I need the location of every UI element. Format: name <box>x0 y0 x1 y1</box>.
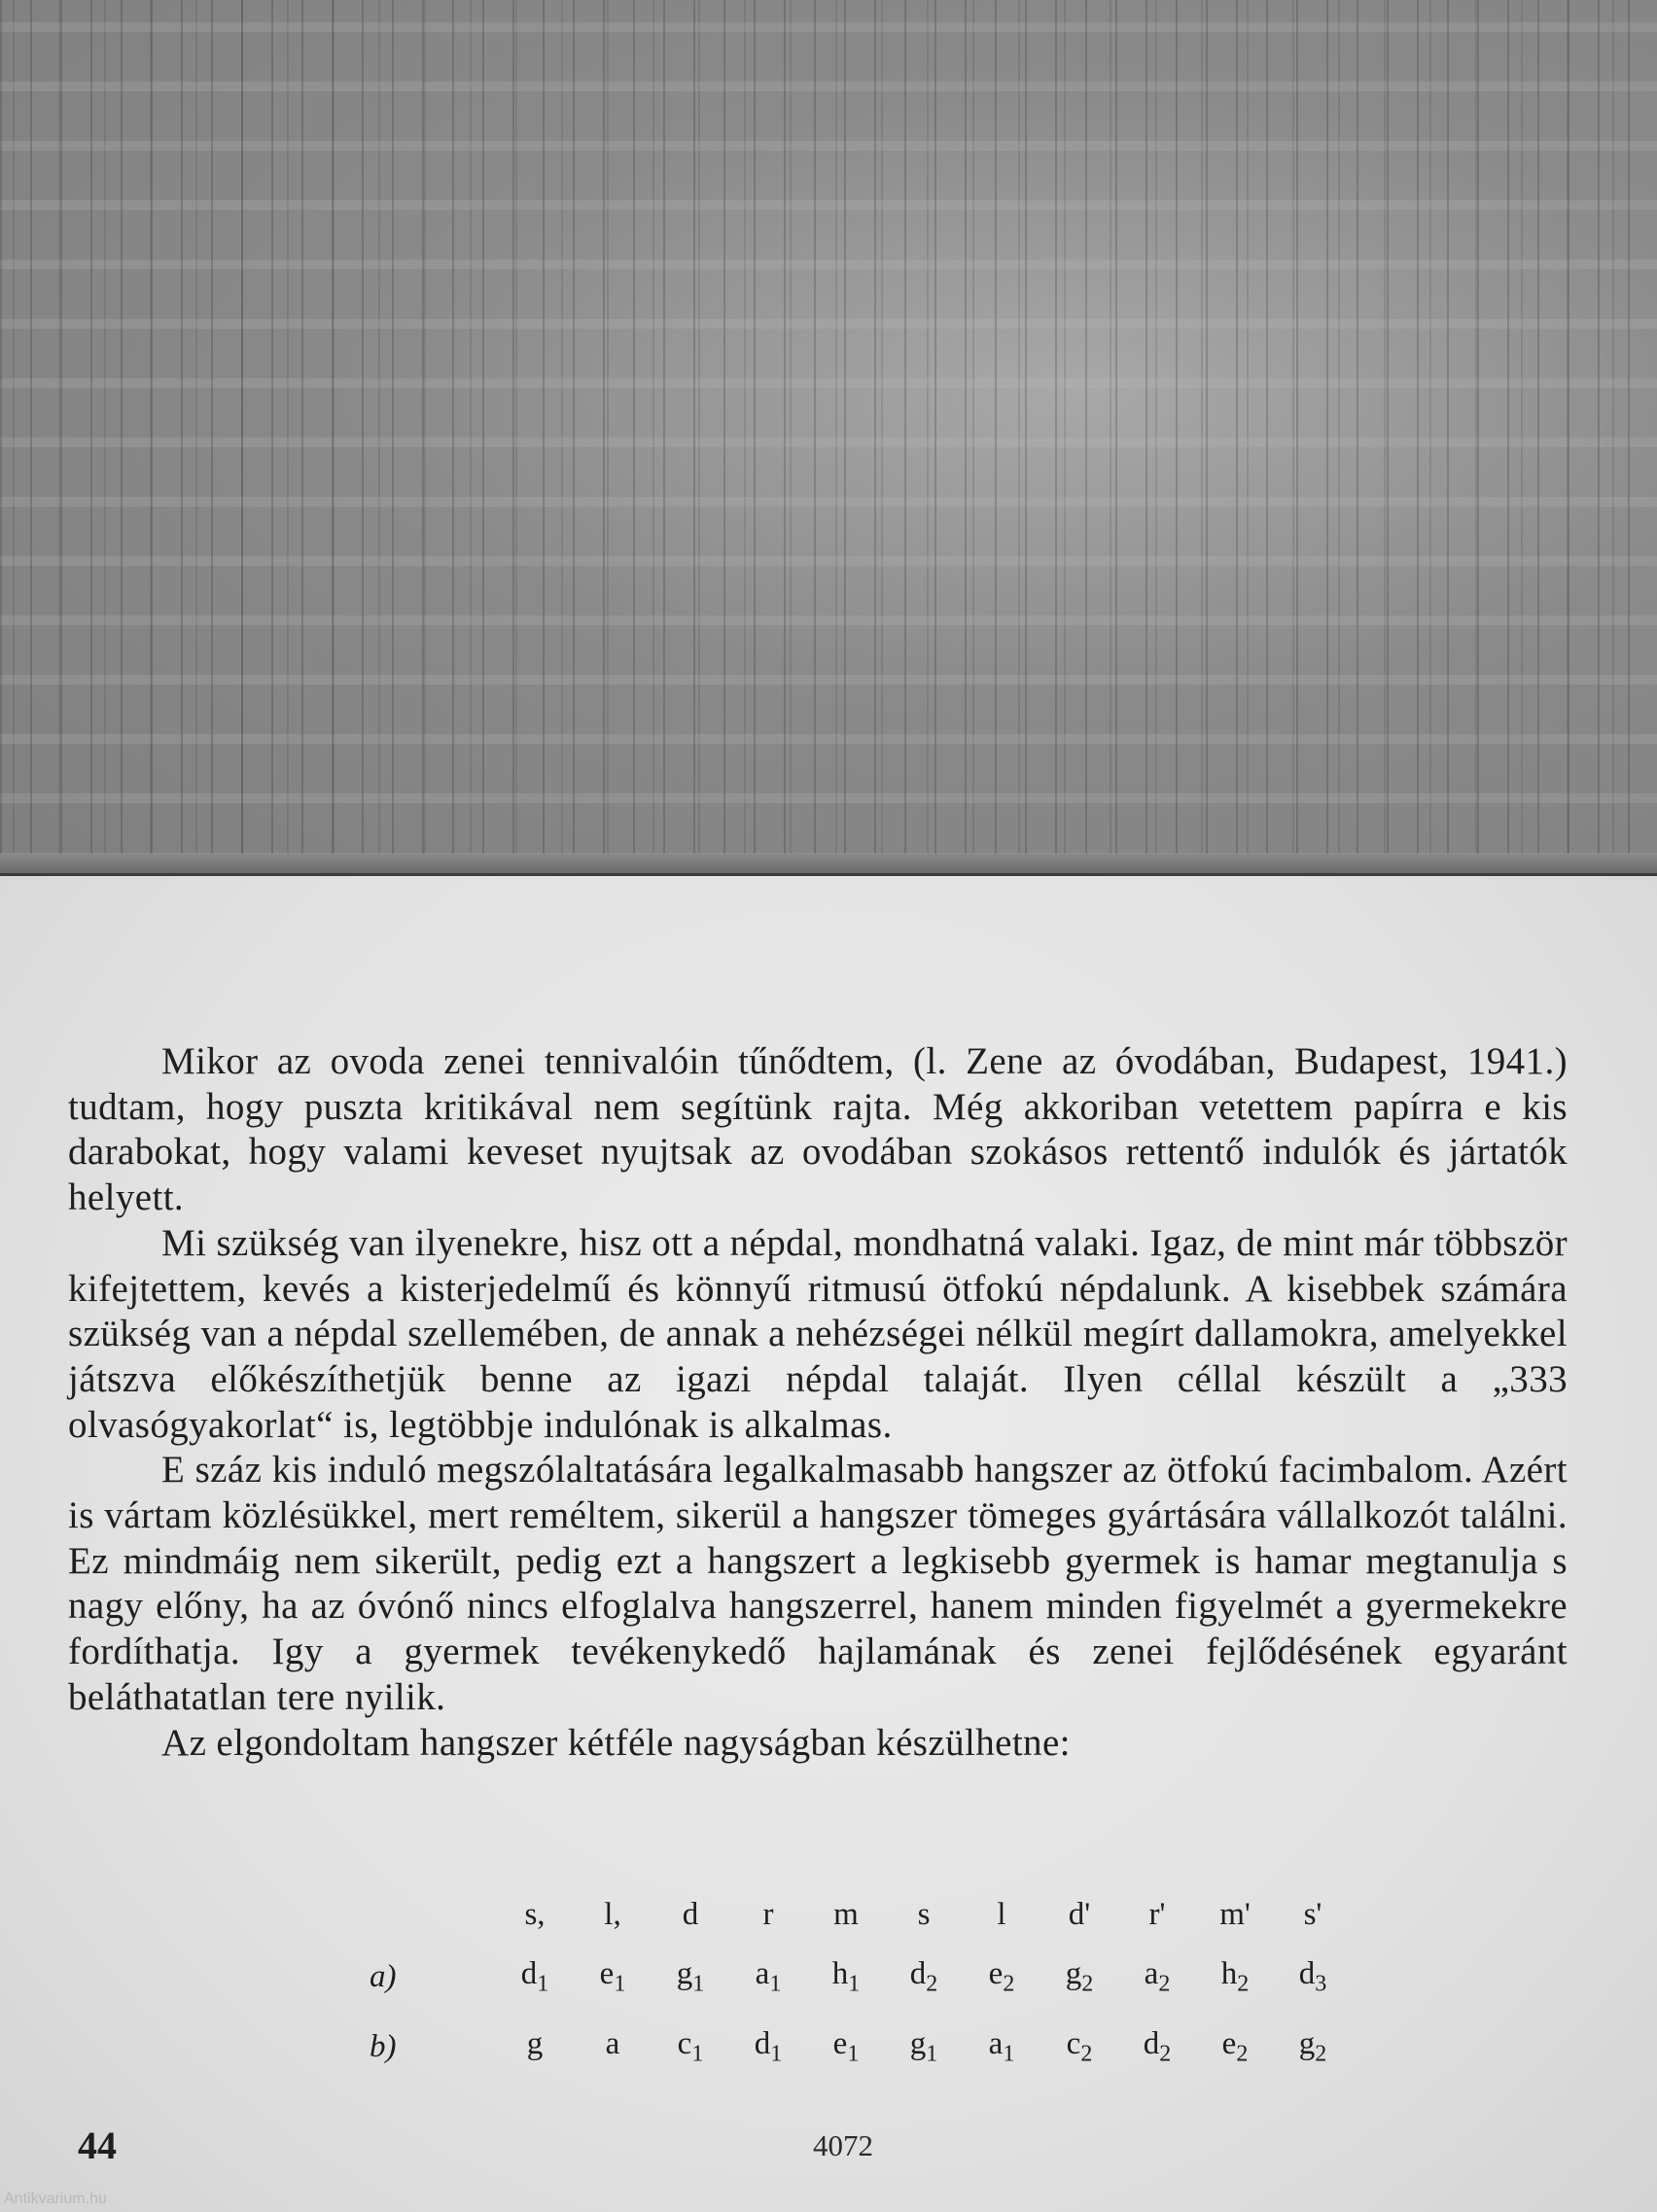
note-cell <box>807 2012 885 2082</box>
solfege-cell: r <box>762 1896 774 1932</box>
note-octave: 1 <box>614 1971 626 1997</box>
solfege-cell: s <box>917 1896 931 1932</box>
note-octave: 2 <box>1003 1971 1015 1997</box>
note-cell <box>963 1942 1040 2012</box>
note-cell <box>1274 1942 1352 2012</box>
note-cell <box>652 2012 729 2082</box>
solfege-cell: s, <box>524 1896 546 1932</box>
note-letter: d <box>1298 1955 1316 1991</box>
paragraph-2: Mi szükség van ilyenekre, hisz ott a népdal, mondhatná valaki. Igaz, de mint már többször kifejtettem, kevés a kisterjedelmű és könnyű ritmusú ötfokú népdalunk. A kisebbek számára szükség van a népdal szellemében, de annak a nehézségei nélkül megírt dallamokra, amelyekkel játszva előkészíthetjük benne az igazi népdal talaját. Ilyen céllal készült a „333 olvasógyakorlat“ is, legtöbbje indulónak is alkalmas. <box>68 1221 1568 1446</box>
print-code: 4072 <box>813 2128 873 2162</box>
note-letter: d <box>754 2025 771 2061</box>
note-letter: a <box>605 2025 620 2061</box>
note-octave: 1 <box>770 2041 783 2067</box>
note-cell <box>1040 2012 1118 2082</box>
note-octave: 1 <box>848 1971 861 1997</box>
note-scale-table <box>331 1887 1352 2082</box>
solfege-cell: r' <box>1148 1896 1166 1932</box>
note-letter: c <box>677 2025 692 2061</box>
row-label-b: b) <box>370 2028 397 2064</box>
note-octave: 2 <box>1081 1971 1094 1997</box>
note-octave: 2 <box>1315 2041 1327 2067</box>
note-octave: 2 <box>1237 1971 1250 1997</box>
book-page <box>0 873 1657 2212</box>
solfege-cell: l, <box>604 1896 621 1932</box>
note-cell <box>652 1942 729 2012</box>
note-letter: e <box>1221 2025 1237 2061</box>
note-octave: 1 <box>926 2041 938 2067</box>
note-cell <box>496 2012 574 2082</box>
note-octave: 2 <box>1159 2041 1172 2067</box>
note-octave: 3 <box>1315 1971 1327 1997</box>
note-letter: e <box>988 1955 1004 1991</box>
note-letter: d <box>909 1955 927 1991</box>
note-cell <box>1196 1942 1274 2012</box>
note-cell <box>1274 2012 1352 2082</box>
note-cell <box>963 2012 1040 2082</box>
note-letter: g <box>526 2025 544 2061</box>
note-letter: a <box>755 1955 770 1991</box>
note-cell <box>574 1942 652 2012</box>
note-cell <box>1118 1942 1196 2012</box>
note-cell <box>885 1942 963 2012</box>
note-octave: 2 <box>1158 1971 1171 1997</box>
row-label-a: a) <box>370 1958 397 1994</box>
note-letter: a <box>988 2025 1004 2061</box>
paragraph-3: E száz kis induló megszólaltatására legalkalmasabb hangszer az ötfokú facimbalom. Azért is vártam közlésükkel, mert reméltem, sikerül a hangszer tömeges gyártására vállalkozót találni. Ez mindmáig nem sikerült, pedig ezt a hangszert a legkisebb gyermek is hamar megtanulja s nagy előny, ha az óvónő nincs elfoglalva hangszerrel, hanem minden figyelmét a gyermekekre fordíthatja. Igy a gyermek tevékenykedő hajlamának és zenei fejlődésének egyaránt beláthatatlan tere nyilik. <box>68 1449 1568 1718</box>
watermark-text: Antikvarium.hu <box>4 2191 107 2207</box>
note-octave: 2 <box>1080 2041 1093 2067</box>
note-octave: 2 <box>926 1971 938 1997</box>
note-letter: h <box>1220 1955 1238 1991</box>
book-cover-background <box>0 0 1657 875</box>
paragraph-4: Az elgondoltam hangszer kétféle nagyságban készülhetne: <box>161 1721 1071 1764</box>
note-cell <box>1118 2012 1196 2082</box>
note-letter: e <box>832 2025 848 2061</box>
note-cell <box>1196 2012 1274 2082</box>
note-letter: g <box>1065 1955 1082 1991</box>
row-label <box>331 1887 496 1942</box>
note-cell <box>574 2012 652 2082</box>
note-octave: 1 <box>692 1971 705 1997</box>
note-octave: 1 <box>1003 2041 1015 2067</box>
note-letter: h <box>831 1955 849 1991</box>
note-letter: g <box>909 2025 927 2061</box>
note-cell <box>729 1942 807 2012</box>
note-octave: 1 <box>847 2041 860 2067</box>
note-cell <box>1040 1942 1118 2012</box>
note-letter: g <box>1298 2025 1316 2061</box>
scale-row-a <box>331 1942 1352 2012</box>
solfege-cell: d' <box>1068 1896 1091 1932</box>
scale-row-b <box>331 2012 1352 2082</box>
page-number: 44 <box>78 2124 117 2167</box>
note-octave: 1 <box>537 1971 549 1997</box>
paragraph-1: Mikor az ovoda zenei tennivalóin tűnődtem, (l. Zene az óvodában, Budapest, 1941.) tudtam, hogy puszta kritikával nem segítünk rajta. Még akkoriban vetettem papírra e kis darabokat, hogy valami keveset nyujtsak az ovodában szokásos rettentő indulók és jártatók helyett. <box>68 1040 1568 1219</box>
note-letter: g <box>676 1955 693 1991</box>
note-cell <box>496 1942 574 2012</box>
note-cell <box>885 2012 963 2082</box>
note-letter: d <box>1143 2025 1160 2061</box>
note-letter: d <box>520 1955 538 1991</box>
note-letter: a <box>1144 1955 1159 1991</box>
note-octave: 2 <box>1236 2041 1249 2067</box>
solfege-cell: l <box>997 1896 1006 1932</box>
note-letter: e <box>599 1955 615 1991</box>
solfege-cell: d <box>682 1896 699 1932</box>
solfege-cell: m <box>833 1896 859 1932</box>
note-cell <box>807 1942 885 2012</box>
solfege-cell: m' <box>1219 1896 1251 1932</box>
note-cell <box>729 2012 807 2082</box>
note-octave: 1 <box>691 2041 704 2067</box>
body-text <box>68 1039 1568 1766</box>
solfege-row <box>331 1887 1352 1942</box>
note-letter: c <box>1066 2025 1081 2061</box>
solfege-cell: s' <box>1303 1896 1322 1932</box>
note-octave: 1 <box>769 1971 782 1997</box>
